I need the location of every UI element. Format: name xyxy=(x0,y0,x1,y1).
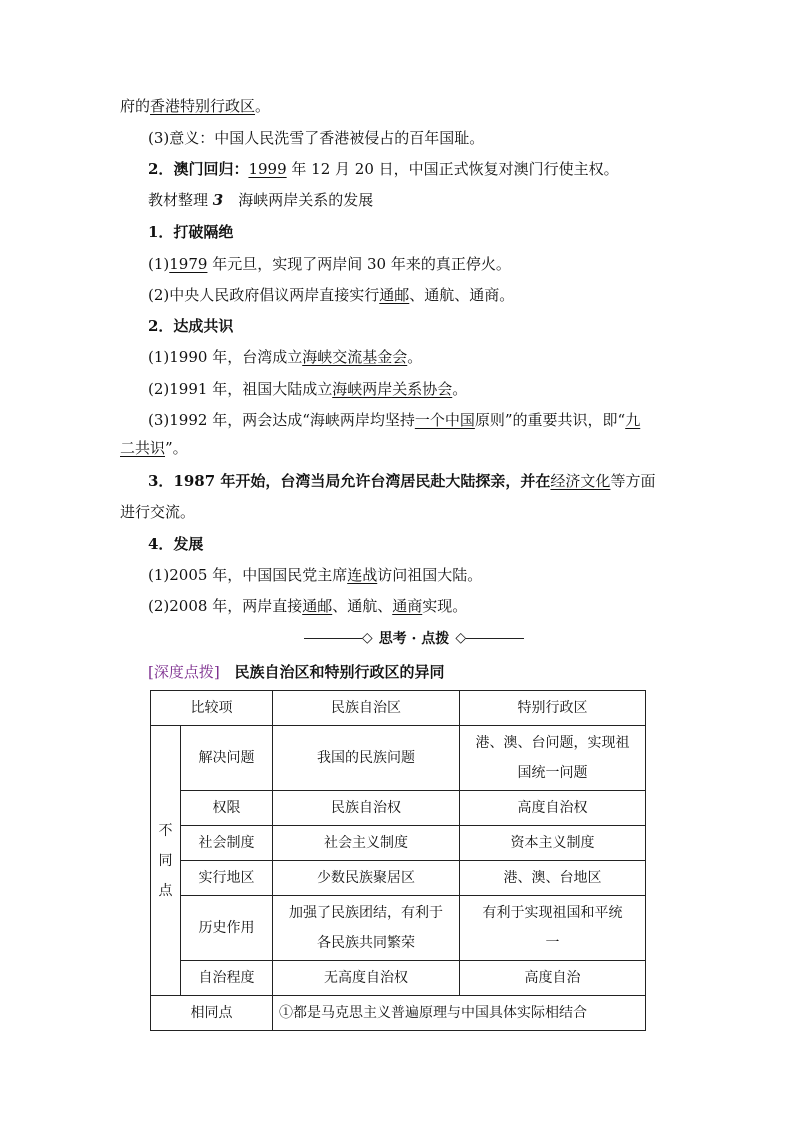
diamond-icon: ◇ xyxy=(361,630,373,646)
label-char: 点 xyxy=(158,882,173,899)
underlined-answer: 一个中国 xyxy=(414,411,475,429)
table-cell: 实行地区 xyxy=(181,861,273,896)
text-line xyxy=(148,159,619,179)
text: (1)2005 年，中国国民党主席 xyxy=(148,566,348,584)
table-cell: 资本主义制度 xyxy=(460,826,646,861)
table-cell: 民族自治权 xyxy=(273,791,460,826)
table-cell: ①都是马克思主义普遍原理与中国具体实际相结合 xyxy=(273,996,646,1031)
table-row xyxy=(151,826,646,861)
text: 等方面 xyxy=(610,472,656,490)
divider-label: 思考 · 点拨 xyxy=(378,631,450,647)
text-line xyxy=(148,379,467,399)
section-divider xyxy=(304,628,524,648)
table-cell: 无高度自治权 xyxy=(273,961,460,996)
text-line xyxy=(120,96,270,116)
table-cell: 自治程度 xyxy=(181,961,273,996)
text: 。 xyxy=(407,348,423,366)
text-line xyxy=(148,596,467,616)
text: (1)1990 年，台湾成立 xyxy=(148,348,303,366)
label-char: 不 xyxy=(158,822,173,839)
table-cell: 社会制度 xyxy=(181,826,273,861)
underlined-answer: 连战 xyxy=(347,566,378,584)
cell-line: 国统一问题 xyxy=(517,765,588,781)
diamond-icon: ◇ xyxy=(455,630,467,646)
table-header: 特别行政区 xyxy=(460,691,646,726)
underlined-answer: 九 xyxy=(625,411,641,429)
table-cell: 港、澳、台地区 xyxy=(460,861,646,896)
text: 访问祖国大陆。 xyxy=(377,566,483,584)
underlined-answer: 1979 xyxy=(169,255,208,273)
cell-line: 有利于实现祖国和平统 xyxy=(482,905,623,921)
text: 海峡两岸关系的发展 xyxy=(223,191,374,209)
table-header-row xyxy=(151,691,646,726)
text-line xyxy=(148,410,640,430)
underlined-answer: 通邮 xyxy=(302,597,333,615)
table-cell: 社会主义制度 xyxy=(273,826,460,861)
section-heading xyxy=(148,190,373,210)
table-row xyxy=(151,996,646,1031)
item-heading: 澳门回归： xyxy=(173,160,249,178)
underlined-answer: 香港特别行政区 xyxy=(150,97,256,115)
table-row xyxy=(151,791,646,826)
text: 原则”的重要共识，即“ xyxy=(474,411,626,429)
underlined-answer: 通邮 xyxy=(379,286,410,304)
cell-line: 港、澳、台问题，实现祖 xyxy=(475,735,630,751)
item-number: 2． xyxy=(148,160,174,178)
note-heading xyxy=(148,662,445,682)
subheading: 2．达成共识 xyxy=(148,317,234,335)
underlined-answer: 1999 xyxy=(248,160,287,178)
table-cell: 权限 xyxy=(181,791,273,826)
text: 年元旦，实现了两岸间 30 年来的真正停火。 xyxy=(207,255,511,273)
comparison-table xyxy=(150,690,646,1031)
text: (2)2008 年，两岸直接 xyxy=(148,597,303,615)
text-line xyxy=(148,347,422,367)
text: ”。 xyxy=(165,439,188,457)
cell-line: 各民族共同繁荣 xyxy=(317,935,415,951)
text: 。 xyxy=(452,380,468,398)
section-number: 3 xyxy=(212,191,224,209)
table-header: 民族自治区 xyxy=(273,691,460,726)
table-row xyxy=(151,961,646,996)
table-cell: 少数民族聚居区 xyxy=(273,861,460,896)
table-cell xyxy=(273,896,460,961)
label-char: 同 xyxy=(158,852,173,869)
table-cell: 我国的民族问题 xyxy=(273,726,460,791)
table-row xyxy=(151,896,646,961)
table-row xyxy=(151,726,646,791)
table-cell: 高度自治 xyxy=(460,961,646,996)
text: 教材整理 xyxy=(148,191,213,209)
text-line: 进行交流。 xyxy=(120,503,196,521)
note-tag: [深度点拨] xyxy=(148,663,220,681)
text: 府的 xyxy=(120,97,151,115)
text: 3．1987 年开始，台湾当局允许台湾居民赴大陆探亲，并在 xyxy=(148,472,551,490)
table-cell xyxy=(460,726,646,791)
text-line xyxy=(148,471,655,491)
underlined-answer: 海峡两岸关系协会 xyxy=(332,380,453,398)
text: (2)中央人民政府倡议两岸直接实行 xyxy=(148,286,380,304)
text: (2)1991 年，祖国大陆成立 xyxy=(148,380,333,398)
underlined-answer: 通商 xyxy=(392,597,423,615)
text-line xyxy=(148,285,514,305)
underlined-answer: 海峡交流基金会 xyxy=(302,348,408,366)
table-cell: 相同点 xyxy=(151,996,273,1031)
table-cell: 解决问题 xyxy=(181,726,273,791)
note-title: 民族自治区和特别行政区的异同 xyxy=(234,663,445,681)
text-line xyxy=(148,254,511,274)
table-row xyxy=(151,861,646,896)
text: 年 12 月 20 日，中国正式恢复对澳门行使主权。 xyxy=(286,160,619,178)
underlined-answer: 经济文化 xyxy=(550,472,611,490)
text: (3)1992 年，两会达成“海峡两岸均坚持 xyxy=(148,411,415,429)
cell-line: 一 xyxy=(545,935,560,951)
table-cell xyxy=(460,896,646,961)
text-line xyxy=(148,565,482,585)
text: 实现。 xyxy=(422,597,468,615)
subheading: 4．发展 xyxy=(148,535,204,553)
divider-rule xyxy=(304,638,362,639)
divider-rule xyxy=(466,638,524,639)
text-line xyxy=(120,438,188,458)
table-header: 比较项 xyxy=(151,691,273,726)
table-cell: 历史作用 xyxy=(181,896,273,961)
difference-label xyxy=(151,726,181,996)
text: (1) xyxy=(148,255,170,273)
subheading: 1．打破隔绝 xyxy=(148,223,234,241)
underlined-answer: 二共识 xyxy=(120,439,166,457)
text: 、通航、通商。 xyxy=(409,286,515,304)
cell-line: 加强了民族团结，有利于 xyxy=(289,905,443,921)
table-cell: 高度自治权 xyxy=(460,791,646,826)
text: 。 xyxy=(255,97,271,115)
text: 、通航、 xyxy=(332,597,393,615)
text-line: (3)意义：中国人民洗雪了香港被侵占的百年国耻。 xyxy=(148,129,485,147)
